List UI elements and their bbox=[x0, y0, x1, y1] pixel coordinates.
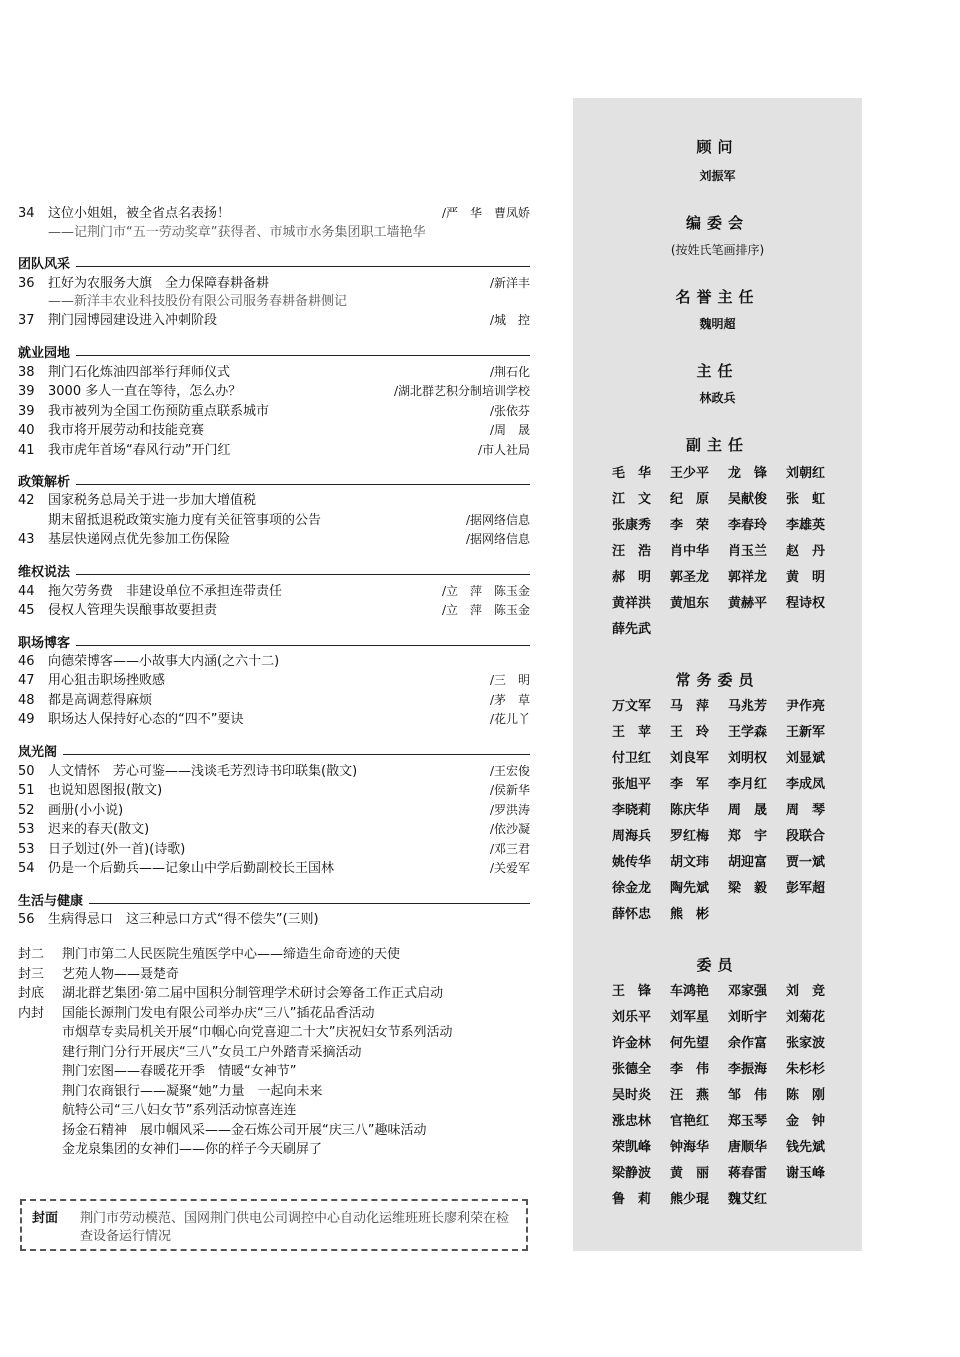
cover-line[interactable]: 建行荆门分行开展庆“三八”女员工户外踏青采摘活动 bbox=[62, 1044, 362, 1060]
board-member-name: 江 文 bbox=[612, 492, 652, 507]
cover-list bbox=[18, 945, 530, 1160]
board-member-name: 刘明权 bbox=[728, 751, 768, 766]
board-member-name: 马 萍 bbox=[670, 699, 710, 714]
page-number: 50 bbox=[18, 763, 35, 779]
page-number: 52 bbox=[18, 802, 35, 818]
board-member-name: 金 钟 bbox=[786, 1114, 826, 1129]
board-member-name: 张家波 bbox=[786, 1036, 826, 1051]
article-author: /据网络信息 bbox=[465, 512, 530, 527]
board-member-name: 王 玲 bbox=[670, 725, 710, 740]
section-title: 岚光阁 bbox=[18, 744, 58, 760]
board-member-name: 鲁 莉 bbox=[612, 1192, 652, 1207]
article-author: /侯新华 bbox=[489, 783, 530, 797]
article-title: 期末留抵退税政策实施力度有关征管事项的公告 bbox=[48, 512, 322, 528]
toc-entry[interactable] bbox=[18, 274, 530, 294]
deputy-heading: 副主任 bbox=[685, 436, 749, 454]
toc-entry[interactable] bbox=[18, 601, 530, 621]
deputy-list bbox=[573, 461, 862, 643]
article-title: 荆门园博园建设进入冲刺阶段 bbox=[48, 313, 218, 328]
page-number: 43 bbox=[18, 532, 35, 547]
page-number: 47 bbox=[18, 673, 35, 688]
board-member-name: 李月红 bbox=[728, 777, 768, 792]
honorary-heading: 名誉主任 bbox=[675, 288, 760, 306]
article-title: 基层快递网点优先参加工伤保险 bbox=[48, 532, 231, 547]
article-title: 国家税务总局关于进一步加大增值税 bbox=[48, 493, 257, 508]
article-title: 画册(小小说) bbox=[48, 802, 124, 818]
board-member-name: 毛 华 bbox=[612, 466, 652, 481]
article-title: 扛好为农服务大旗 全力保障春耕备耕 bbox=[48, 275, 270, 291]
toc-entry[interactable] bbox=[18, 801, 530, 821]
cover-line[interactable]: 荆门农商银行——凝聚“她”力量 一起向未来 bbox=[62, 1083, 323, 1099]
article-title: 仍是一个后勤兵——记象山中学后勤副校长王国林 bbox=[48, 861, 335, 876]
article-title: 我市将开展劳动和技能竞赛 bbox=[48, 423, 205, 438]
board-member-name: 许金林 bbox=[612, 1036, 652, 1051]
article-author: /市人社局 bbox=[477, 442, 530, 457]
toc-entry[interactable] bbox=[18, 820, 530, 840]
board-member-name: 刘 竞 bbox=[786, 984, 826, 999]
board-member-name: 李 荣 bbox=[670, 518, 710, 533]
section-heading bbox=[18, 345, 530, 363]
board-member-name: 黄祥洪 bbox=[612, 596, 652, 611]
article-author: /罗洪涛 bbox=[489, 802, 530, 817]
board-member-name: 贾一斌 bbox=[786, 855, 826, 870]
article-title: 生病得忌口 这三种忌口方式“得不偿失”(三则) bbox=[48, 911, 319, 927]
board-member-name: 王学森 bbox=[728, 725, 768, 740]
board-member-name: 郭圣龙 bbox=[670, 570, 710, 585]
article-author: /荆石化 bbox=[489, 364, 530, 379]
article-author: /关爱军 bbox=[489, 861, 530, 875]
board-member-name: 李 伟 bbox=[670, 1062, 710, 1077]
page-number: 41 bbox=[18, 442, 35, 458]
board-member-name: 梁静波 bbox=[612, 1166, 652, 1181]
board-member-name: 谢玉峰 bbox=[786, 1166, 826, 1181]
page-number: 45 bbox=[18, 603, 35, 618]
cover-line[interactable]: 金龙泉集团的女神们——你的样子今天刷屏了 bbox=[62, 1142, 323, 1157]
section-rule bbox=[76, 645, 530, 646]
article-author: /立 萍 陈玉金 bbox=[441, 583, 530, 598]
board-member-name: 赵 丹 bbox=[786, 544, 826, 559]
article-title: 我市虎年首场“春风行动”开门红 bbox=[48, 442, 231, 458]
cover-text: 艺苑人物——聂楚奇 bbox=[62, 966, 180, 982]
article-author: /张依芬 bbox=[489, 403, 530, 418]
honorary-name: 魏明超 bbox=[699, 317, 736, 331]
board-member-name: 刘乐平 bbox=[612, 1010, 652, 1025]
article-title: 迟来的春天(散文) bbox=[48, 822, 150, 837]
toc-entry[interactable] bbox=[18, 441, 530, 461]
page-number: 36 bbox=[18, 275, 35, 291]
board-member-name: 汪 浩 bbox=[612, 544, 652, 559]
board-member-name: 荣凯峰 bbox=[612, 1140, 652, 1155]
cover-text: 湖北群艺集团·第二届中国积分制管理学术研讨会筹备工作正式启动 bbox=[62, 986, 444, 1001]
board-member-name: 段联合 bbox=[786, 829, 826, 844]
board-member-name: 龙 锋 bbox=[728, 466, 768, 481]
section-title: 团队风采 bbox=[18, 256, 71, 272]
article-author: /城 控 bbox=[489, 313, 530, 327]
section-rule bbox=[63, 754, 530, 755]
standing-heading: 常务委员 bbox=[675, 671, 760, 689]
board-member-name: 钟海华 bbox=[670, 1140, 710, 1155]
board-member-name: 程诗权 bbox=[786, 596, 826, 611]
board-member-name: 薛先武 bbox=[612, 622, 652, 637]
article-author: /依沙凝 bbox=[489, 822, 530, 836]
editorial-note: (按姓氏笔画排序) bbox=[670, 243, 765, 257]
cover-entry[interactable] bbox=[18, 945, 530, 965]
board-member-name: 李 军 bbox=[670, 777, 710, 792]
section-heading bbox=[18, 635, 530, 653]
board-member-name: 马兆芳 bbox=[728, 699, 768, 714]
board-member-name: 陶先斌 bbox=[670, 881, 710, 896]
toc-entry[interactable] bbox=[18, 911, 530, 930]
editorial-heading: 编委会 bbox=[685, 214, 749, 232]
board-member-name: 官艳红 bbox=[670, 1114, 710, 1129]
board-member-name: 朱杉杉 bbox=[786, 1062, 826, 1077]
board-member-name: 周 琴 bbox=[786, 803, 826, 818]
board-member-name: 钱先斌 bbox=[786, 1140, 826, 1155]
toc-entry[interactable] bbox=[18, 859, 530, 879]
board-member-name: 邹 伟 bbox=[728, 1088, 768, 1103]
board-member-name: 邓家强 bbox=[728, 984, 768, 999]
toc-entry[interactable] bbox=[18, 511, 530, 531]
board-member-name: 刘良军 bbox=[670, 751, 710, 766]
article-title: 也说知恩图报(散文) bbox=[48, 783, 163, 798]
board-member-name: 彭军超 bbox=[786, 881, 826, 896]
board-member-name: 何先望 bbox=[670, 1036, 710, 1051]
page-number: 39 bbox=[18, 384, 35, 399]
board-member-name: 唐顺华 bbox=[728, 1140, 768, 1155]
toc-entry[interactable] bbox=[18, 653, 530, 672]
article-author: /花儿丫 bbox=[489, 712, 530, 726]
board-member-name: 刘显斌 bbox=[786, 751, 826, 766]
toc-entry[interactable] bbox=[18, 530, 530, 550]
advisor-name: 刘振军 bbox=[699, 169, 736, 183]
page-number: 46 bbox=[18, 653, 35, 669]
article-author: /严 华 曹凤娇 bbox=[441, 206, 530, 220]
page-number: 42 bbox=[18, 493, 35, 508]
article-author: /茅 草 bbox=[489, 692, 530, 707]
toc-entry[interactable] bbox=[18, 781, 530, 801]
cover-key: 内封 bbox=[18, 1005, 45, 1021]
toc-entry[interactable] bbox=[18, 363, 530, 383]
section-rule bbox=[76, 266, 530, 267]
cover-caption-box bbox=[20, 1199, 528, 1251]
board-member-name: 姚传华 bbox=[612, 855, 652, 870]
article-author: /据网络信息 bbox=[465, 532, 530, 546]
article-title: 都是高调惹得麻烦 bbox=[48, 692, 153, 708]
page-number: 37 bbox=[18, 313, 35, 328]
cover-line[interactable]: 扬金石精神 展巾帼风采——金石炼公司开展“庆三八”趣味活动 bbox=[62, 1122, 427, 1138]
article-title: 3000 多人一直在等待，怎么办？ bbox=[48, 384, 242, 399]
board-member-name: 付卫红 bbox=[612, 751, 652, 766]
board-member-name: 张康秀 bbox=[612, 518, 652, 533]
article-title: 我市被列为全国工伤预防重点联系城市 bbox=[48, 403, 270, 419]
board-member-name: 纪 原 bbox=[670, 492, 710, 507]
board-member-name: 王 锋 bbox=[612, 984, 652, 999]
board-member-name: 陈庆华 bbox=[670, 803, 710, 818]
board-member-name: 肖中华 bbox=[670, 544, 710, 559]
toc-entry[interactable] bbox=[18, 311, 530, 331]
board-member-name: 黄赫平 bbox=[728, 596, 768, 611]
article-title: 职场达人保持好心态的“四不”要诀 bbox=[48, 712, 244, 727]
board-member-name: 罗红梅 bbox=[670, 829, 710, 844]
board-member-name: 黄 丽 bbox=[670, 1166, 710, 1181]
board-member-name: 张 虹 bbox=[786, 492, 826, 507]
page-number: 48 bbox=[18, 692, 35, 708]
board-member-name: 张德全 bbox=[612, 1062, 652, 1077]
members-list bbox=[573, 979, 862, 1213]
toc-entry[interactable] bbox=[18, 402, 530, 422]
board-member-name: 周 晟 bbox=[728, 803, 768, 818]
section-title: 政策解析 bbox=[18, 475, 71, 490]
board-member-name: 刘军星 bbox=[670, 1010, 710, 1025]
board-member-name: 汪 燕 bbox=[670, 1088, 710, 1103]
board-member-name: 郑 宇 bbox=[728, 829, 768, 844]
toc-entry[interactable] bbox=[18, 671, 530, 691]
toc-entry[interactable] bbox=[18, 421, 530, 441]
article-subtitle: ——新洋丰农业科技股份有限公司服务春耕备耕侧记 bbox=[48, 294, 348, 309]
board-member-name: 吴时炎 bbox=[612, 1088, 652, 1103]
board-member-name: 万文军 bbox=[612, 699, 652, 714]
board-member-name: 王少平 bbox=[670, 466, 710, 481]
board-member-name: 梁 毅 bbox=[728, 881, 768, 896]
board-member-name: 熊少琨 bbox=[670, 1192, 710, 1207]
board-member-name: 郭祥龙 bbox=[728, 570, 768, 585]
cover-entry[interactable] bbox=[18, 965, 530, 985]
section-title: 职场博客 bbox=[18, 635, 71, 651]
board-member-name: 黄旭东 bbox=[670, 596, 710, 611]
article-author: /周 晟 bbox=[489, 423, 530, 437]
section-heading bbox=[18, 474, 530, 492]
board-member-name: 李晓莉 bbox=[612, 803, 652, 818]
board-member-name: 王 苹 bbox=[612, 725, 652, 740]
section-title: 维权说法 bbox=[18, 564, 71, 580]
cover-line[interactable]: 荆门宏图——春暖花开季 情暖“女神节” bbox=[62, 1064, 297, 1079]
board-member-name: 李雄英 bbox=[786, 518, 826, 533]
board-member-name: 余作富 bbox=[728, 1036, 768, 1051]
section-heading bbox=[18, 744, 530, 762]
board-member-name: 王新军 bbox=[786, 725, 826, 740]
article-title: 这位小姐姐，被全省点名表扬！ bbox=[48, 206, 231, 221]
toc-entry[interactable] bbox=[18, 691, 530, 711]
board-member-name: 刘菊花 bbox=[786, 1010, 826, 1025]
board-member-name: 蒋春雷 bbox=[728, 1166, 768, 1181]
board-member-name: 郑玉琴 bbox=[728, 1114, 768, 1129]
section-rule bbox=[76, 355, 530, 356]
page-number: 38 bbox=[18, 364, 35, 380]
board-member-name: 黄 明 bbox=[786, 570, 826, 585]
section-title: 生活与健康 bbox=[18, 893, 84, 909]
page-number: 53 bbox=[18, 822, 35, 837]
board-member-name: 魏艾红 bbox=[728, 1192, 768, 1207]
article-title: 拖欠劳务费 非建设单位不承担连带责任 bbox=[48, 583, 283, 599]
director-name: 林政兵 bbox=[699, 391, 736, 405]
page-number: 34 bbox=[18, 206, 35, 221]
article-title: 向德荣博客——小故事大内涵(之六十二) bbox=[48, 653, 280, 669]
toc-entry[interactable] bbox=[18, 582, 530, 602]
table-of-contents bbox=[18, 204, 530, 1160]
board-member-name: 张旭平 bbox=[612, 777, 652, 792]
toc-entry[interactable] bbox=[18, 840, 530, 860]
section-rule bbox=[89, 903, 530, 904]
article-author: /王宏俊 bbox=[489, 763, 530, 778]
section-heading bbox=[18, 893, 530, 911]
article-title: 用心狙击职场挫败感 bbox=[48, 673, 166, 688]
board-member-name: 刘昕宇 bbox=[728, 1010, 768, 1025]
page-number: 54 bbox=[18, 861, 35, 876]
board-member-name: 胡迎富 bbox=[728, 855, 768, 870]
cover-entry[interactable] bbox=[18, 1004, 530, 1024]
board-member-name: 车鸿艳 bbox=[670, 984, 710, 999]
cover-line[interactable]: 市烟草专卖局机关开展“巾帼心向党喜迎二十大”庆祝妇女节系列活动 bbox=[62, 1025, 453, 1040]
section-rule bbox=[76, 574, 530, 575]
article-title: 侵权人管理失误酿事故要担责 bbox=[48, 603, 218, 618]
cover-entry[interactable] bbox=[18, 984, 530, 1004]
page-number: 49 bbox=[18, 712, 35, 727]
article-subtitle: ——记荆门市“五一劳动奖章”获得者、市城市水务集团职工墙艳华 bbox=[48, 224, 426, 240]
board-member-name: 李春玲 bbox=[728, 518, 768, 533]
page-number: 39 bbox=[18, 403, 35, 419]
toc-entry[interactable] bbox=[18, 762, 530, 782]
board-member-name: 郝 明 bbox=[612, 570, 652, 585]
cover-line[interactable]: 航特公司“三八妇女节”系列活动惊喜连连 bbox=[62, 1103, 297, 1118]
article-author: /新洋丰 bbox=[489, 275, 530, 290]
cover-key: 封二 bbox=[18, 947, 45, 962]
page-number: 40 bbox=[18, 423, 35, 438]
article-author: /三 明 bbox=[489, 673, 530, 687]
section-heading bbox=[18, 564, 530, 582]
toc-entry[interactable] bbox=[18, 204, 530, 224]
article-title: 荆门石化炼油四部举行拜师仪式 bbox=[48, 364, 231, 380]
board-member-name: 胡文玮 bbox=[670, 855, 710, 870]
article-author: /立 萍 陈玉金 bbox=[441, 603, 530, 617]
cover-key: 封三 bbox=[18, 966, 45, 982]
board-member-name: 周海兵 bbox=[612, 829, 652, 844]
article-author: /湖北群艺积分制培训学校 bbox=[393, 384, 530, 398]
board-member-name: 李成凤 bbox=[786, 777, 826, 792]
cover-text: 国能长源荆门发电有限公司举办庆“三八”插花品香活动 bbox=[62, 1005, 375, 1021]
page-number: 51 bbox=[18, 783, 35, 798]
article-title: 人文情怀 芳心可鉴——浅谈毛芳烈诗书印联集(散文) bbox=[48, 763, 358, 779]
page-number: 56 bbox=[18, 911, 35, 927]
cover-caption-key: 封面 bbox=[32, 1211, 59, 1226]
toc-entry[interactable] bbox=[18, 382, 530, 402]
cover-text: 荆门市第二人民医院生殖医学中心——缔造生命奇迹的天使 bbox=[62, 947, 401, 962]
section-heading bbox=[18, 256, 530, 274]
board-member-name: 肖玉兰 bbox=[728, 544, 768, 559]
advisor-heading: 顾问 bbox=[696, 138, 739, 156]
board-member-name: 吴献俊 bbox=[728, 492, 768, 507]
board-member-name: 涨忠林 bbox=[612, 1114, 652, 1129]
director-heading: 主任 bbox=[696, 362, 739, 380]
board-member-name: 刘朝红 bbox=[786, 466, 826, 481]
board-member-name: 熊 彬 bbox=[670, 907, 710, 922]
article-author: /邓三君 bbox=[489, 841, 530, 856]
board-member-name: 李振海 bbox=[728, 1062, 768, 1077]
toc-entry[interactable] bbox=[18, 492, 530, 511]
section-rule bbox=[76, 484, 530, 485]
editorial-board-panel bbox=[573, 98, 862, 1251]
standing-list bbox=[573, 694, 862, 928]
cover-caption-text: 荆门市劳动模范、国网荆门供电公司调控中心自动化运维班班长廖利荣在检查设备运行情况 bbox=[80, 1211, 510, 1244]
article-title: 日子划过(外一首)(诗歌) bbox=[48, 841, 186, 857]
members-heading: 委员 bbox=[696, 956, 739, 974]
page-number: 53 bbox=[18, 841, 35, 857]
cover-key: 封底 bbox=[18, 986, 45, 1001]
toc-entry[interactable] bbox=[18, 710, 530, 730]
section-title: 就业园地 bbox=[18, 345, 71, 361]
board-member-name: 薛怀忠 bbox=[612, 907, 652, 922]
board-member-name: 尹作亮 bbox=[786, 699, 826, 714]
board-member-name: 陈 刚 bbox=[786, 1088, 826, 1103]
board-member-name: 徐金龙 bbox=[612, 881, 652, 896]
page-number: 44 bbox=[18, 583, 35, 599]
